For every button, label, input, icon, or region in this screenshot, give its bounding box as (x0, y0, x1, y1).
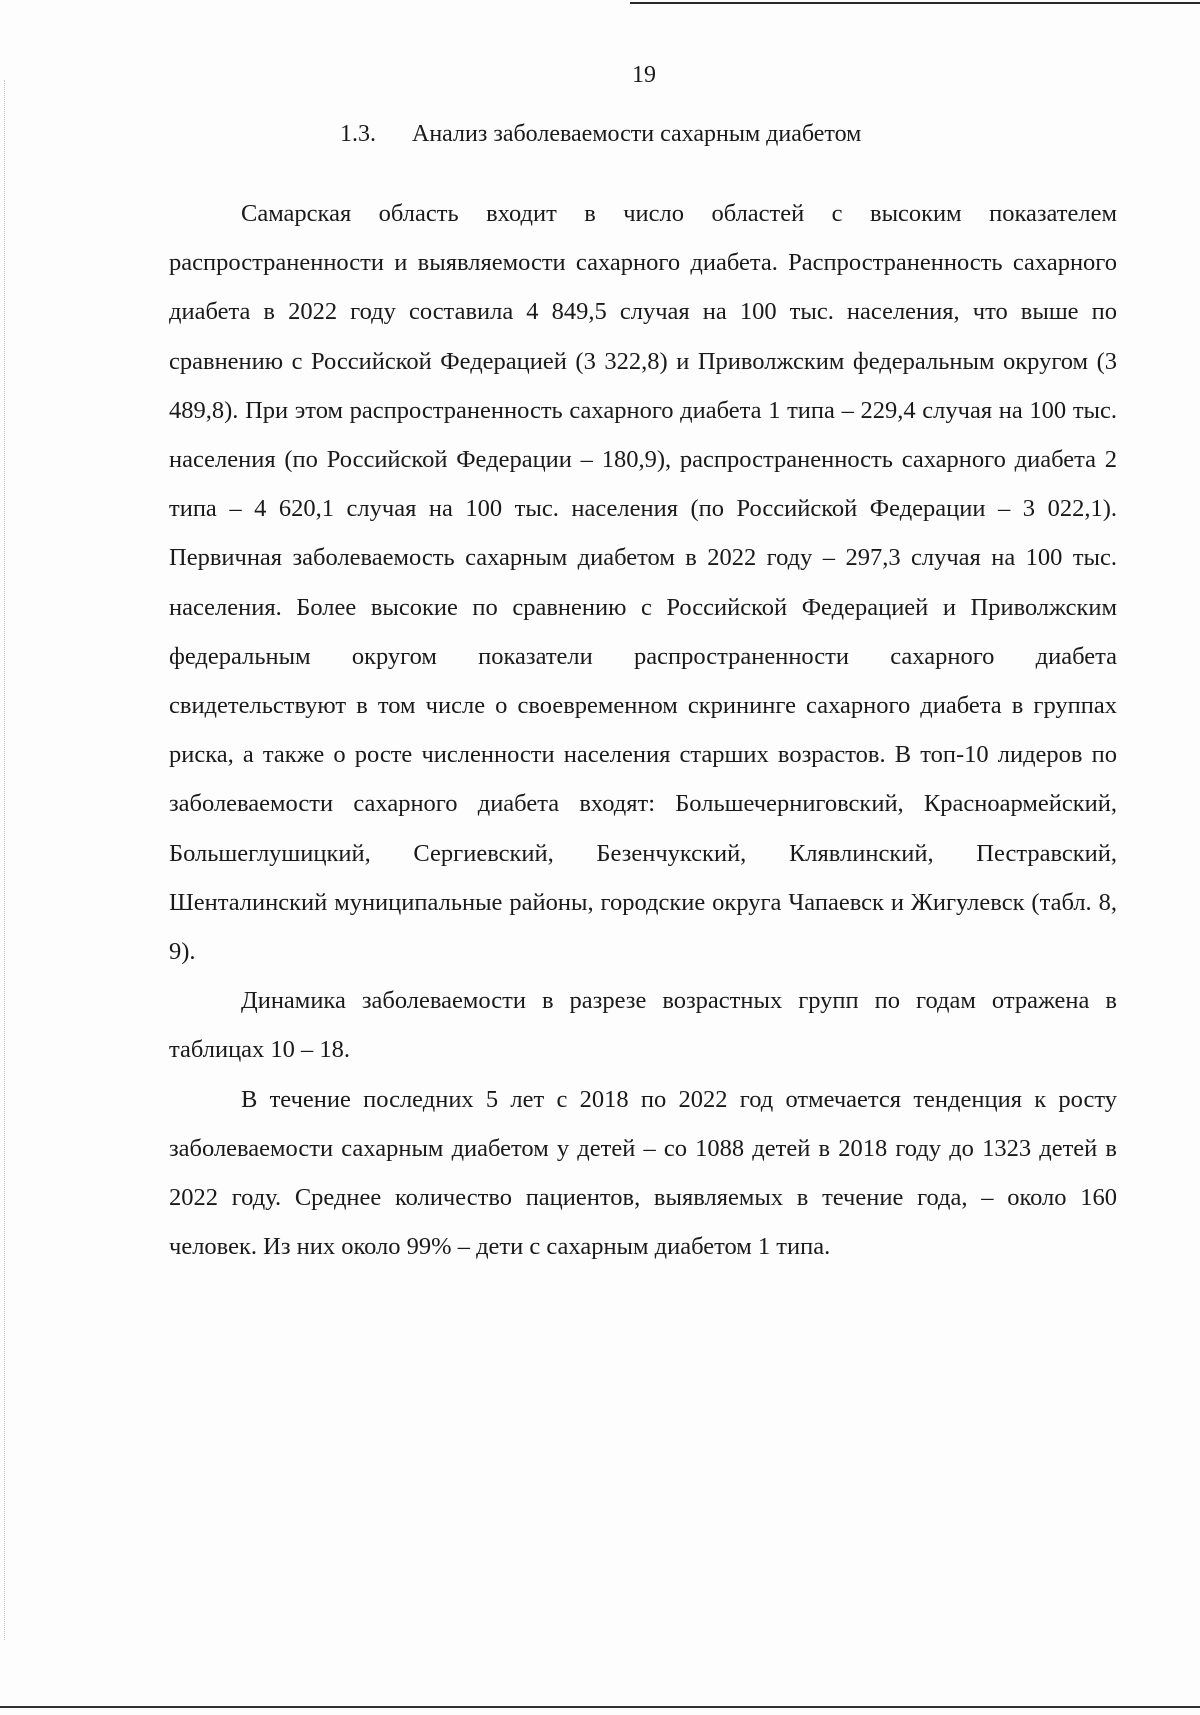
paragraph-1: Самарская область входит в число областей с высоким показателем распространенности и выявляемости сахарного диабета. Распространенность сахарного диабета в 2022 году составила 4 849,5 случая на 100 тыс. населения, что выше по сравнению с Российской Федерацией (3 322,8) и Приволжским федеральным округом (3 489,8). При этом распространенность сахарного диабета 1 типа – 229,4 случая на 100 тыс. населения (по Российской Федерации – 180,9), распространенность сахарного диабета 2 типа – 4 620,1 случая на 100 тыс. населения (по Российской Федерации – 3 022,1). Первичная заболеваемость сахарным диабетом в 2022 году – 297,3 случая на 100 тыс. населения. Более высокие по сравнению с Российской Федерацией и Приволжским федеральным округом показатели распространенности сахарного диабета свидетельствуют в том числе о своевременном скрининге сахарного диабета в группах риска, а также о росте численности населения старших возрастов. В топ-10 лидеров по заболеваемости сахарного диабета входят: Большечерниговский, Красноармейский, Большеглушицкий, Сергиевский, Безенчукский, Клявлинский, Пестравский, Шенталинский муниципальные районы, городские округа Чапаевск и Жигулевск (табл. 8, 9). (169, 200, 1117, 966)
section-heading (340, 121, 861, 148)
scan-artifact-top-line (630, 2, 1200, 4)
paragraph-3: В течение последних 5 лет с 2018 по 2022 год отмечается тенденция к росту заболеваемости сахарным диабетом у детей – со 1088 детей в 2018 году до 1323 детей в 2022 году. Среднее количество пациентов, выявляемых в течение года, – около 160 человек. Из них около 99% – дети с сахарным диабетом 1 типа. (169, 1085, 1117, 1261)
page-number: 19 (632, 62, 656, 88)
section-title: Анализ заболеваемости сахарным диабетом (412, 121, 862, 147)
body-text (169, 189, 1117, 1271)
scan-artifact-bottom-line (0, 1706, 1200, 1708)
section-number: 1.3. (340, 121, 376, 147)
paragraph-2: Динамика заболеваемости в разрезе возрастных групп по годам отражена в таблицах 10 – 18. (169, 987, 1117, 1064)
scan-artifact-left-edge (4, 80, 5, 1640)
